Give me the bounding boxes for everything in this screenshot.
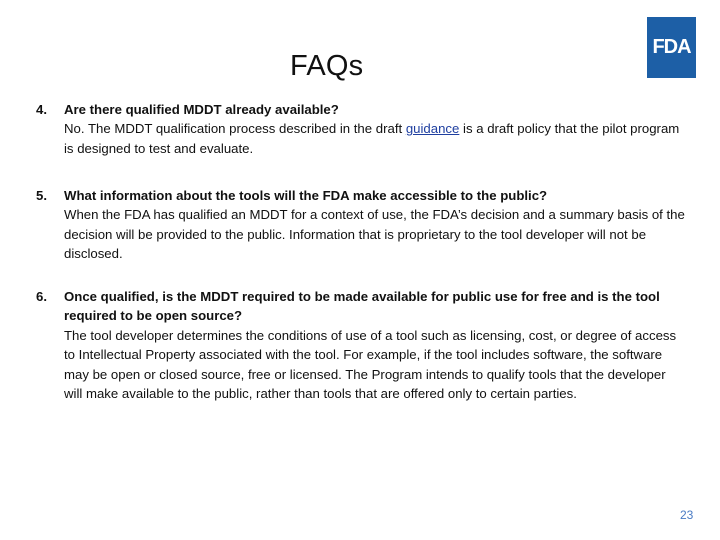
page-title: FAQs [290,50,364,82]
faq-answer-text: No. The MDDT qualification process described in the draft [64,121,406,137]
faq-number: 5. [36,188,47,203]
faq-answer: When the FDA has qualified an MDDT for a context of use, the FDA’s decision and a summary basis of the decision will be provided to the public. Information that is proprietary to the tool developer will not be disclosed. [64,207,685,262]
faq-question: Are there qualified MDDT already available? [64,102,339,117]
faq-number: 6. [36,289,47,304]
faq-number: 4. [36,102,47,117]
page-number: 23 [680,508,694,522]
guidance-link[interactable]: guidance [405,121,460,137]
faq-answer: The tool developer determines the conditions of use of a tool such as licensing, cost, or degree of access to Intellectual Property associated with the tool. For example, if the tool includes software, the software may be open or closed source, free or licensed. The Program intends to qualify tools that the developer will make available to the public, rather than tools that are offered only to certain parties. [64,327,677,402]
faq-answer-text: is a draft policy that the pilot program is designed to test and evaluate. [64,121,680,156]
faq-item-5 [36,186,686,264]
fda-logo-text: FDA [652,36,691,58]
faq-answer [64,119,686,158]
faq-question: What information about the tools will the FDA make accessible to the public? [64,188,548,203]
faq-question: Once qualified, is the MDDT required to be made available for public use for free and is the tool required to be open source? [64,289,660,324]
fda-logo [647,17,696,78]
faq-item-6 [36,287,686,403]
faq-item-4 [36,100,686,158]
